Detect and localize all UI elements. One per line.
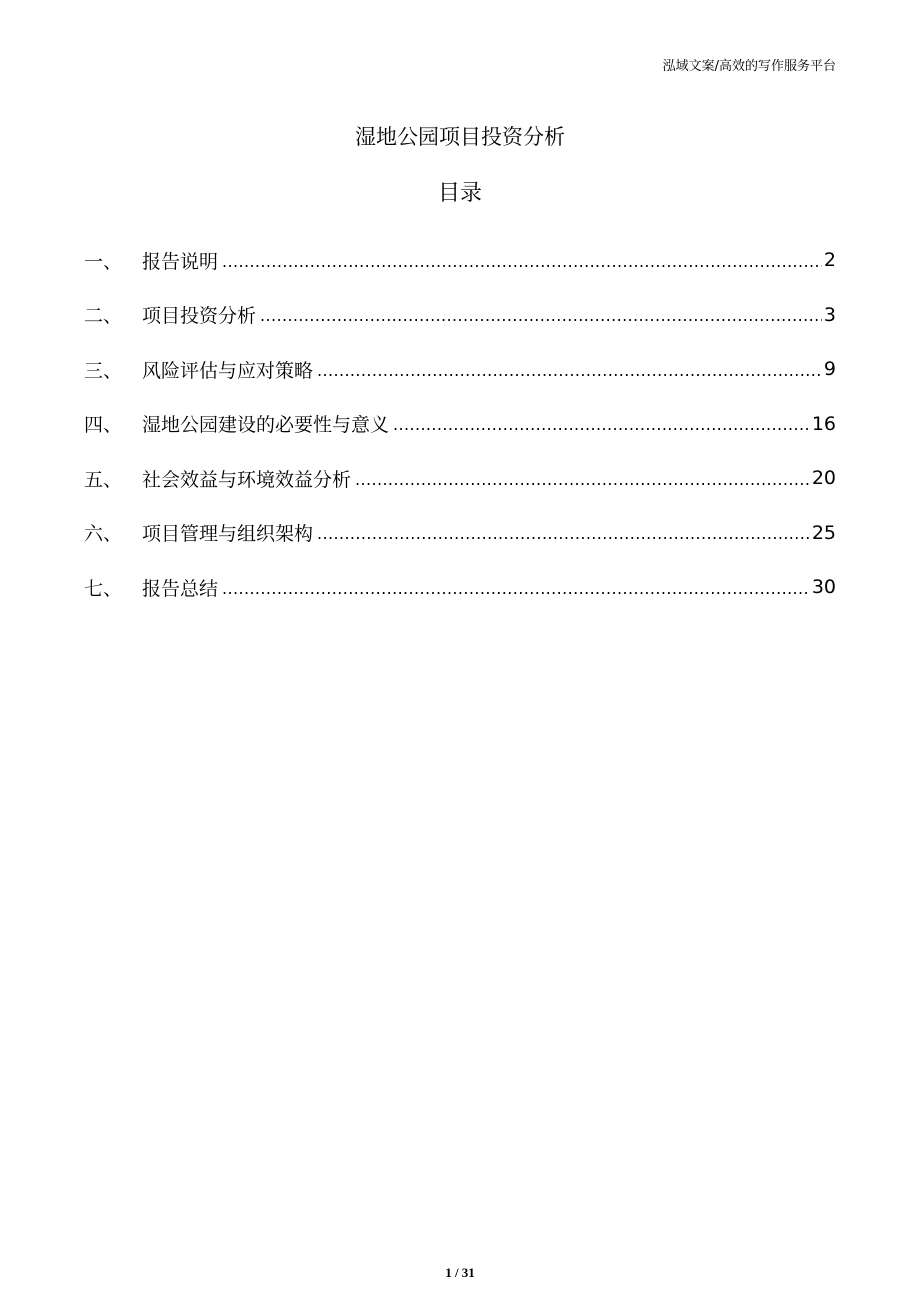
toc-entry-page: 9 (823, 358, 836, 381)
toc-entry[interactable] (84, 451, 836, 506)
toc-entry-page: 25 (811, 521, 836, 544)
table-of-contents (84, 233, 836, 615)
toc-entry-title: 报告说明 (142, 250, 219, 273)
toc-entry-number: 六、 (84, 523, 123, 546)
toc-entry-number: 四、 (84, 414, 123, 437)
toc-entry-page: 3 (823, 303, 836, 326)
toc-entry[interactable] (84, 506, 836, 561)
toc-entry[interactable] (84, 397, 836, 452)
toc-entry-title: 社会效益与环境效益分析 (142, 468, 352, 491)
toc-entry-title: 风险评估与应对策略 (142, 359, 314, 382)
toc-entry-page: 20 (811, 467, 836, 490)
document-title: 湿地公园项目投资分析 (355, 125, 565, 149)
toc-entry-number: 一、 (84, 250, 123, 273)
toc-entry-title: 项目管理与组织架构 (142, 523, 314, 546)
page-number: 1 / 31 (445, 1265, 475, 1280)
toc-entry-page: 30 (811, 576, 836, 599)
toc-dot-leader (393, 415, 810, 434)
toc-entry-page: 2 (823, 249, 836, 272)
toc-dot-leader (260, 306, 822, 325)
toc-entry-title: 湿地公园建设的必要性与意义 (142, 414, 390, 437)
toc-dot-leader (222, 252, 822, 271)
toc-entry[interactable] (84, 288, 836, 343)
toc-entry[interactable] (84, 233, 836, 288)
toc-entry-title: 报告总结 (142, 577, 219, 600)
toc-entry[interactable] (84, 342, 836, 397)
toc-dot-leader (317, 524, 810, 543)
toc-dot-leader (355, 470, 810, 489)
toc-entry-number: 二、 (84, 305, 123, 328)
toc-heading: 目录 (437, 181, 482, 206)
toc-entry-page: 16 (811, 412, 836, 435)
toc-entry-number: 七、 (84, 577, 123, 600)
toc-dot-leader (317, 361, 822, 380)
toc-entry-number: 三、 (84, 359, 123, 382)
toc-entry-title: 项目投资分析 (142, 305, 257, 328)
toc-dot-leader (222, 579, 810, 598)
toc-entry-number: 五、 (84, 468, 123, 491)
page-header: 泓域文案/高效的写作服务平台 (662, 59, 836, 74)
toc-entry[interactable] (84, 560, 836, 615)
